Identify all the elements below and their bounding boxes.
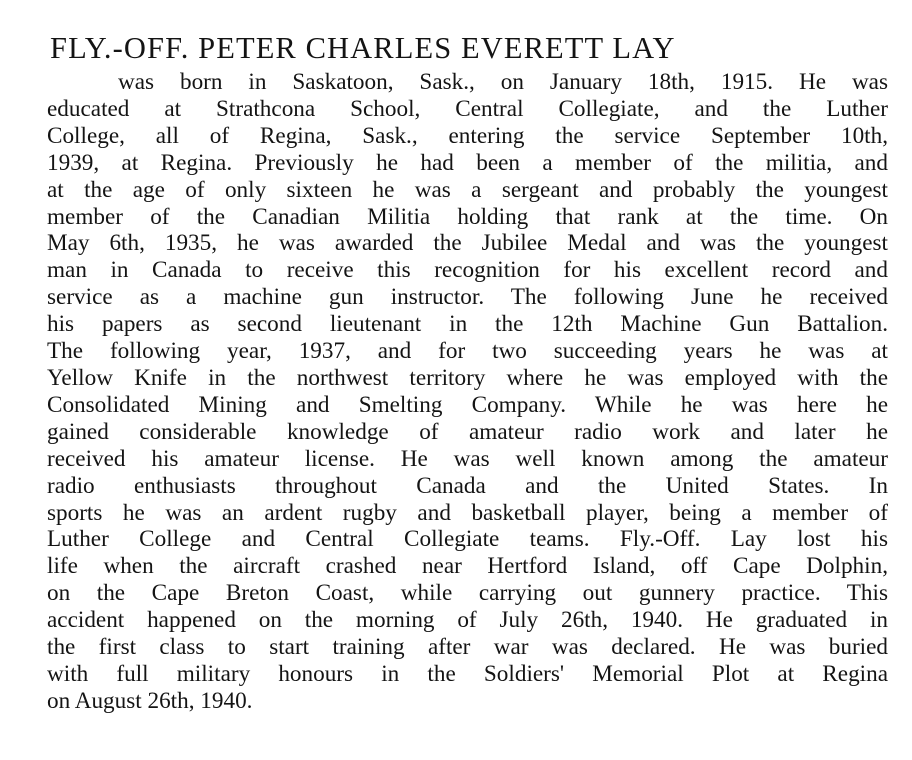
text-line: Luther College and Central Collegiate teams. Fly.-Off. Lay lost his: [47, 526, 888, 553]
text-line: the first class to start training after war was declared. He was buried: [47, 634, 888, 661]
text-line: gained considerable knowledge of amateur radio work and later he: [47, 418, 888, 445]
text-line: 1939, at Regina. Previously he had been a member of the militia, and: [47, 149, 888, 176]
text-line: on the Cape Breton Coast, while carrying out gunnery practice. This: [47, 580, 888, 607]
text-line: Yellow Knife in the northwest territory where he was employed with the: [47, 364, 888, 391]
text-line: was born in Saskatoon, Sask., on January 18th, 1915. He was: [118, 69, 888, 95]
text-line: member of the Canadian Militia holding that rank at the time. On: [47, 203, 888, 230]
text-line: accident happened on the morning of July 26th, 1940. He graduated in: [47, 607, 888, 634]
text-line: his papers as second lieutenant in the 12th Machine Gun Battalion.: [47, 311, 888, 338]
text-line: educated at Strathcona School, Central Collegiate, and the Luther: [47, 95, 888, 122]
text-line: sports he was an ardent rugby and basketball player, being a member of: [47, 499, 888, 526]
text-line: with full military honours in the Soldiers' Memorial Plot at Regina: [47, 660, 888, 687]
text-line: service as a machine gun instructor. The following June he received: [47, 284, 888, 311]
text-line: The following year, 1937, and for two succeeding years he was at: [47, 338, 888, 365]
text-line: life when the aircraft crashed near Hertford Island, off Cape Dolphin,: [47, 553, 888, 580]
text-line: received his amateur license. He was well known among the amateur: [47, 445, 888, 472]
text-line: May 6th, 1935, he was awarded the Jubilee Medal and was the youngest: [47, 230, 888, 257]
biography-heading: FLY.-OFF. PETER CHARLES EVERETT LAY: [50, 31, 676, 65]
text-line: College, all of Regina, Sask., entering the service September 10th,: [47, 122, 888, 149]
biography-text: [47, 69, 888, 715]
text-line: man in Canada to receive this recognition for his excellent record and: [47, 257, 888, 284]
text-line: at the age of only sixteen he was a sergeant and probably the youngest: [47, 176, 888, 203]
text-line: Consolidated Mining and Smelting Company. While he was here he: [47, 391, 888, 418]
text-line: radio enthusiasts throughout Canada and the United States. In: [47, 472, 888, 499]
text-line: on August 26th, 1940.: [47, 687, 253, 714]
